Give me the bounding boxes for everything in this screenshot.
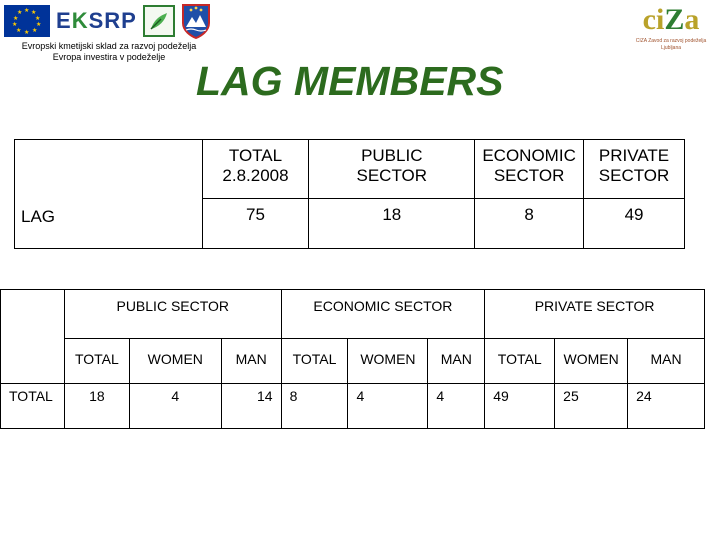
row-label-total: TOTAL xyxy=(1,384,65,429)
header-total xyxy=(202,140,309,199)
empty-corner-cell xyxy=(1,290,65,384)
subheader-public-women: WOMEN xyxy=(129,339,221,384)
subheader-private-man: MAN xyxy=(628,339,705,384)
group-header-row xyxy=(1,290,705,339)
header-public-sector xyxy=(309,140,475,199)
public-man-value: 14 xyxy=(221,384,281,429)
subheader-private-total: TOTAL xyxy=(485,339,555,384)
group-public-sector: PUBLIC SECTOR xyxy=(64,290,281,339)
private-women-value: 25 xyxy=(555,384,628,429)
ciza-mark: ciZa xyxy=(642,3,700,36)
subheader-public-total: TOTAL xyxy=(64,339,129,384)
group-economic-sector: ECONOMIC SECTOR xyxy=(281,290,485,339)
subheader-economic-total: TOTAL xyxy=(281,339,348,384)
slovenia-coat-of-arms-icon xyxy=(181,3,211,39)
header-economic-sector-text: ECONOMIC SECTOR xyxy=(482,146,576,185)
public-women-value: 4 xyxy=(129,384,221,429)
table-header-row xyxy=(15,140,685,199)
economic-total-value: 8 xyxy=(281,384,348,429)
subheader-economic-man: MAN xyxy=(428,339,485,384)
ciza-caption: CIZA Zavod za razvoj podeželja Ljubljana xyxy=(635,38,707,51)
value-public-sector: 18 xyxy=(309,199,475,249)
leader-logo-icon xyxy=(143,5,175,37)
ciza-logo xyxy=(632,2,710,52)
public-total-value: 18 xyxy=(64,384,129,429)
value-private-sector: 49 xyxy=(584,199,685,249)
group-private-sector: PRIVATE SECTOR xyxy=(485,290,705,339)
subheader-public-man: MAN xyxy=(221,339,281,384)
eu-flag-icon: ★ ★ ★ ★ ★ ★ ★ ★ ★ ★ xyxy=(4,5,50,37)
economic-women-value: 4 xyxy=(348,384,428,429)
sector-breakdown-table xyxy=(0,289,705,429)
subheader-row xyxy=(1,339,705,384)
lag-label-cell xyxy=(15,140,203,249)
private-total-value: 49 xyxy=(485,384,555,429)
row-label-lag: LAG xyxy=(21,207,56,226)
subheader-economic-women: WOMEN xyxy=(348,339,428,384)
header-private-sector xyxy=(584,140,685,199)
header-private-sector-text: PRIVATE SECTOR xyxy=(598,146,670,185)
lag-members-summary-table xyxy=(14,139,685,249)
value-economic-sector: 8 xyxy=(475,199,584,249)
header-economic-sector xyxy=(475,140,584,199)
funding-logos xyxy=(4,2,211,40)
subtitle-line-1: Evropski kmetijski sklad za razvoj podeželja xyxy=(21,41,197,51)
private-man-value: 24 xyxy=(628,384,705,429)
header-total-text: TOTAL 2.8.2008 xyxy=(222,146,289,185)
subheader-private-women: WOMEN xyxy=(555,339,628,384)
economic-man-value: 4 xyxy=(428,384,485,429)
subtitle-line-2: Evropa investira v podeželje xyxy=(52,52,166,62)
table-row xyxy=(1,384,705,429)
ekrp-logo: E K S R P xyxy=(56,8,137,33)
value-total: 75 xyxy=(202,199,309,249)
page-title: LAG MEMBERS xyxy=(196,58,504,104)
header-public-sector-text: PUBLIC SECTOR xyxy=(356,146,428,185)
